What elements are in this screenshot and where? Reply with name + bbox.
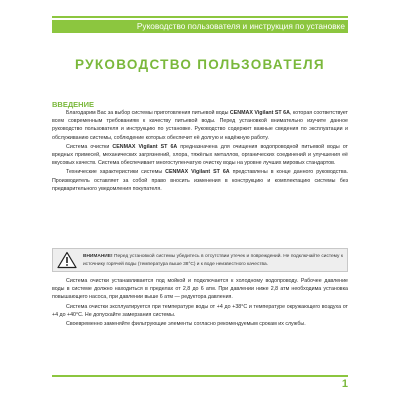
paragraph <box>52 109 348 142</box>
paragraph-text: предназначена для очищения водопроводной питьевой воды от вредных примесей, механических загрязнений, хлора, тяжёлых металлов, органических соединений и улучшения её вкусовых качеств. Система обеспечивает многоступенчатую очистку воды на уровне лучших мировых стандартов. <box>52 143 348 167</box>
paragraph <box>52 168 348 193</box>
paragraph <box>52 303 348 319</box>
paragraph-text: Своевременно заменяйте фильтрующие элементы согласно рекомендуемым срокам их службы. <box>66 321 306 328</box>
intro-text <box>52 109 348 193</box>
warning-label: ВНИМАНИЕ! <box>83 254 113 259</box>
paragraph <box>52 320 348 328</box>
product-name: CENMAX Vigilant ST 6A <box>112 143 178 150</box>
paragraph <box>52 143 348 168</box>
installation-text <box>52 277 348 328</box>
product-name: CENMAX Vigilant ST 6A <box>165 169 230 176</box>
running-header <box>52 20 348 33</box>
paragraph-text: Система очистки эксплуатируется при температуре воды от +4 до +38°С и температуре окружающего воздуха от +4 до +40°С. Не допускайте замерзания системы. <box>52 303 348 318</box>
footer-rule <box>52 375 348 377</box>
header-rule <box>52 16 348 18</box>
page-title: РУКОВОДСТВО ПОЛЬЗОВАТЕЛЯ <box>75 57 325 72</box>
warning-text <box>83 253 343 268</box>
paragraph-text: Благодарим Вас за выбор системы приготовления питьевой воды <box>66 110 230 116</box>
product-name: CENMAX Vigilant ST 6A <box>229 110 290 116</box>
paragraph-text: представлены в конце данного руководства. Производитель оставляет за собой право вносить изменения в конструкцию и комплектацию системы без предварительного уведомления покупателя. <box>52 169 348 192</box>
warning-triangle-icon <box>57 251 77 269</box>
running-header-text: Руководство пользователя и инструкция по установке <box>136 21 345 31</box>
page-number: 1 <box>341 378 348 390</box>
paragraph-text: Система очистки <box>66 143 113 150</box>
section-heading: ВВЕДЕНИЕ <box>52 100 94 109</box>
warning-body: Перед установкой системы убедитесь в отсутствии утечек и повреждений. Не подключайте систему к источнику горячей воды (температура выше 38°С) и к воде неизвестного качества. <box>83 254 343 267</box>
warning-box <box>52 248 348 272</box>
paragraph-text: , которая соответствует всем современным требованиям к качеству питьевой воды. Перед установкой внимательно изучите данное руководство пользователя и инструкцию по установке. Руководство содержит важные сведения по эксплуатации и обслуживанию системы, соблюдение которых обеспечит её долгую и надёжную работу. <box>52 110 348 141</box>
paragraph-text: Система очистки устанавливается под мойкой и подключается к холодному водопроводу. Рабочее давление воды в системе должно находиться в пределах от 2,8 до 6 атм. При давлении ниже 2,8 атм необходима установка повышающего насоса, при давлении выше 6 атм — редуктора давления. <box>52 278 348 301</box>
paragraph <box>52 277 348 302</box>
paragraph-text: Технические характеристики системы <box>66 169 166 176</box>
